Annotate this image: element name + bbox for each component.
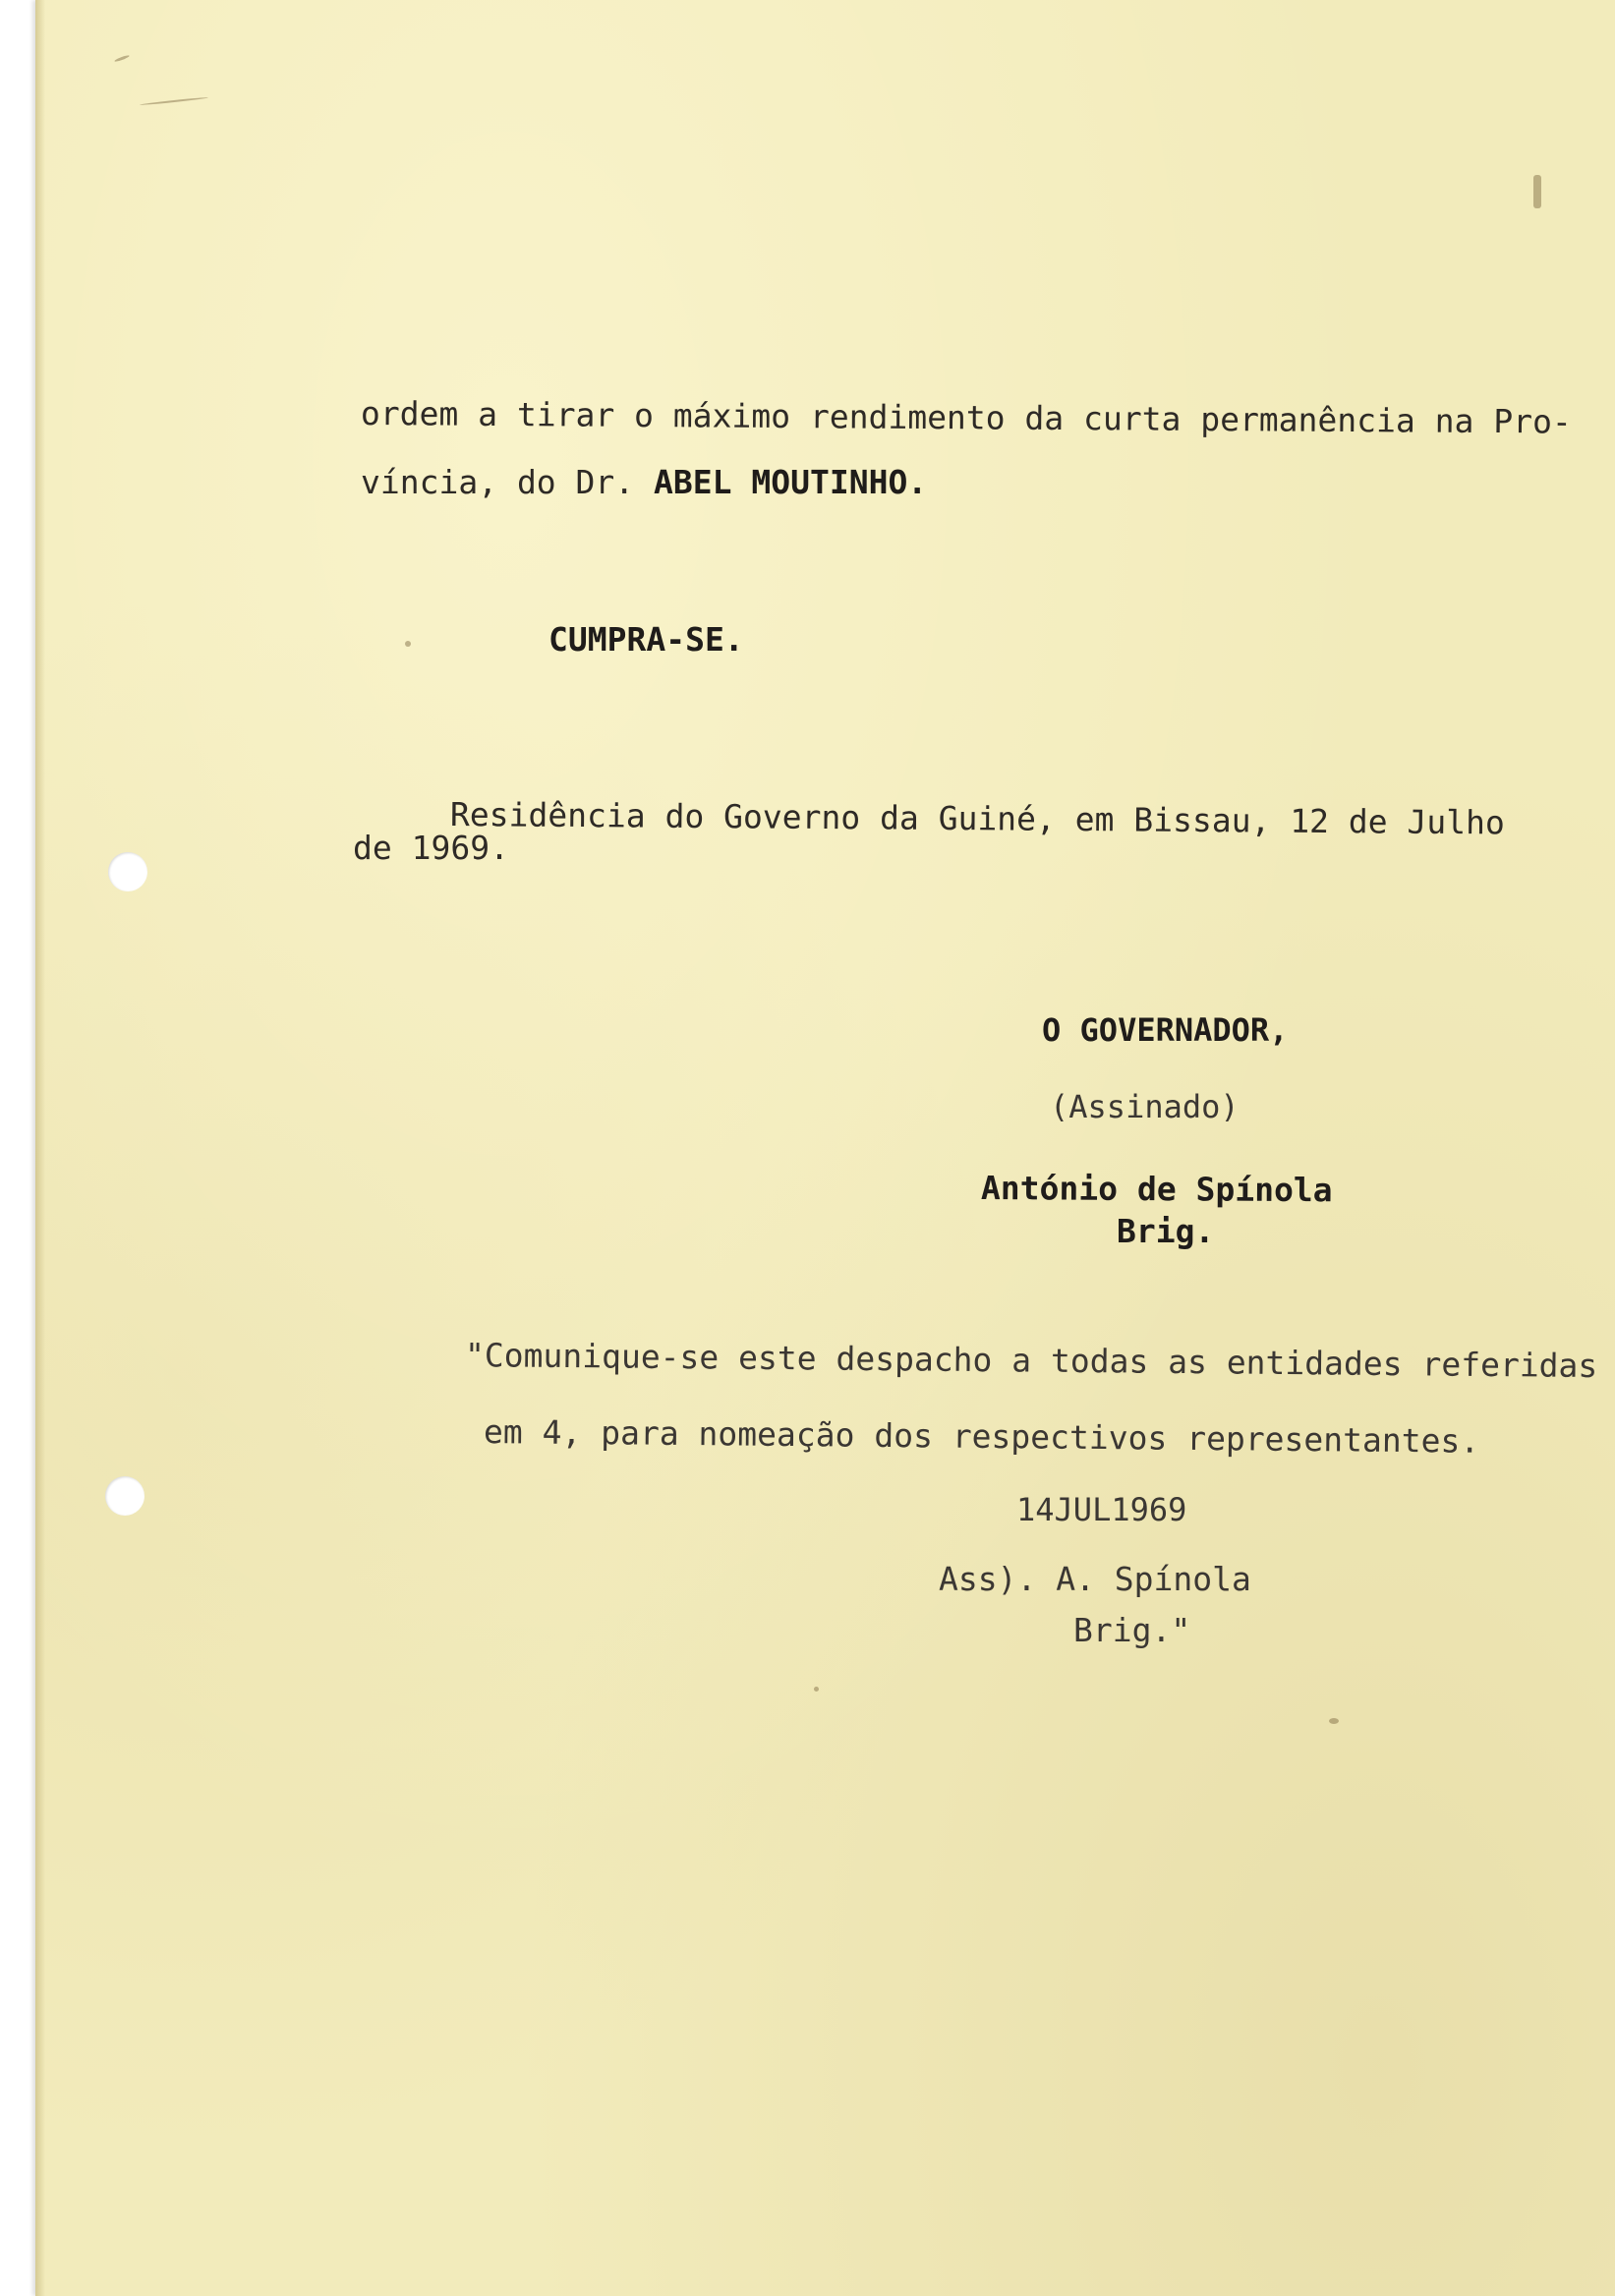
- paper-speck: [1329, 1718, 1339, 1724]
- governor-title: O GOVERNADOR,: [1042, 1011, 1289, 1049]
- paper-speck: [405, 641, 411, 647]
- paper-speck: [814, 1687, 819, 1692]
- place-date-line-1: Residência do Governo da Guiné, em Bissau, 12 de Julho: [449, 795, 1505, 842]
- cumpra-se-heading: CUMPRA-SE.: [548, 620, 744, 659]
- signed-note: (Assinado): [1050, 1088, 1240, 1125]
- punch-hole-bottom: [105, 1476, 144, 1516]
- dispatch-rank: Brig.": [1073, 1611, 1191, 1649]
- dispatch-signature: Ass). A. Spínola: [939, 1560, 1251, 1598]
- person-name: ABEL MOUTINHO.: [654, 463, 928, 501]
- punch-hole-top: [108, 852, 147, 891]
- body-line-2: [361, 463, 928, 501]
- body-line-1: ordem a tirar o máximo rendimento da curta permanência na Pro-: [360, 394, 1572, 441]
- paper-speck: [1533, 175, 1541, 208]
- dispatch-line-1: "Comunique-se este despacho a todas as entidades referidas: [464, 1336, 1598, 1386]
- dispatch-date: 14JUL1969: [1016, 1491, 1187, 1528]
- dispatch-line-2: em 4, para nomeação dos respectivos representantes.: [483, 1412, 1480, 1461]
- place-date-line-2: de 1969.: [353, 829, 509, 867]
- body-line-2-text: víncia, do Dr.: [361, 463, 635, 501]
- signatory-name: António de Spínola: [980, 1169, 1333, 1210]
- paper-sheet: [35, 0, 1615, 2296]
- paper-edge-shadow: [35, 0, 45, 2296]
- signatory-rank: Brig.: [1117, 1212, 1215, 1250]
